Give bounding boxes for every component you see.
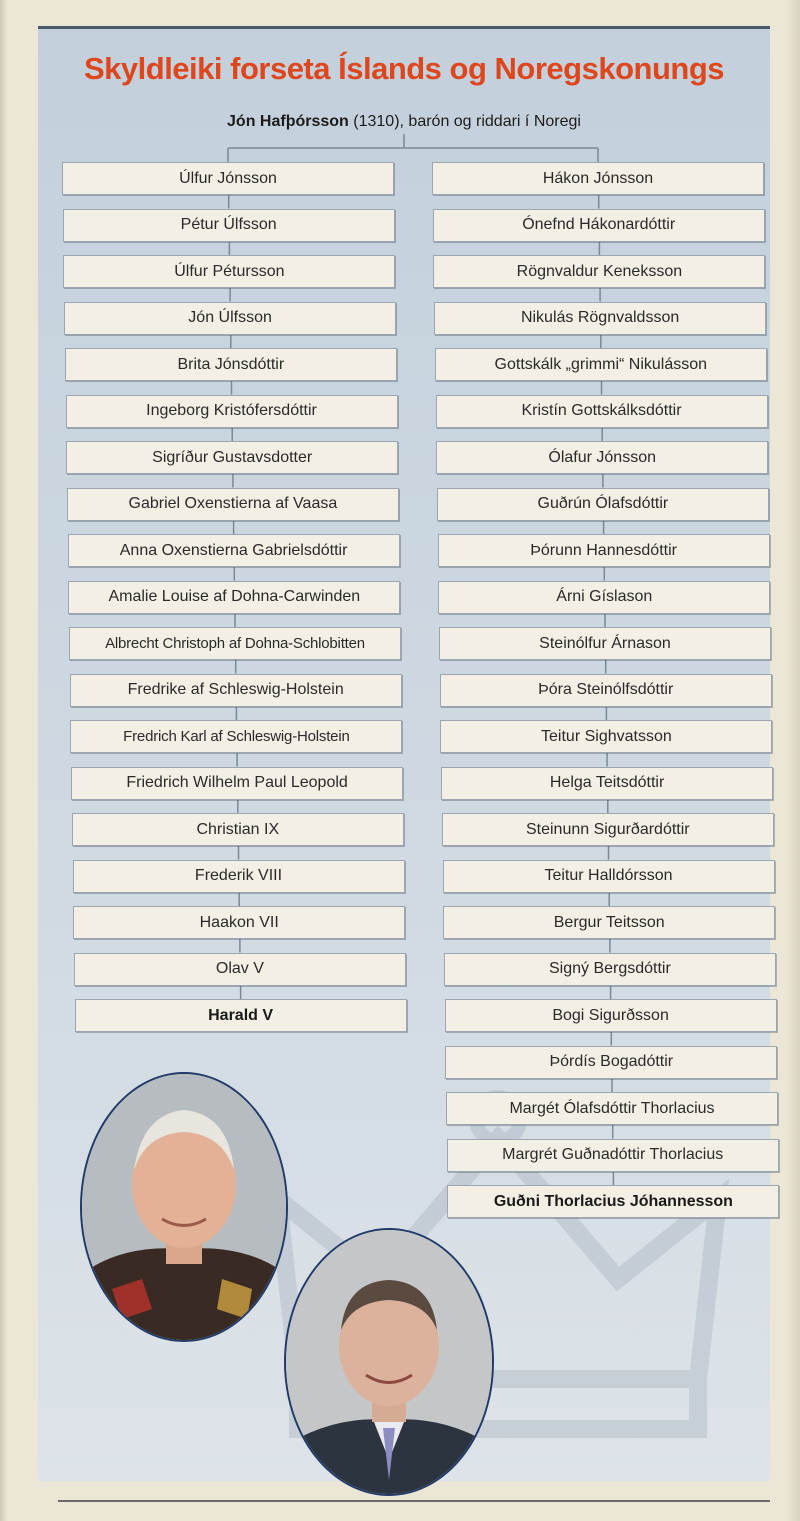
left-lineage-person: Brita Jónsdóttir [65,348,397,381]
right-lineage-person: Bogi Sigurðsson [445,999,777,1032]
right-lineage-person: Guðrún Ólafsdóttir [437,488,769,521]
right-lineage-person: Ólafur Jónsson [436,441,768,474]
left-lineage-person: Jón Úlfsson [64,302,396,335]
right-lineage-person: Steinólfur Árnason [439,627,771,660]
right-lineage-person: Steinunn Sigurðardóttir [442,813,774,846]
left-lineage-person: Frederik VIII [73,860,405,893]
left-lineage-person: Harald V [75,999,407,1032]
right-lineage-person: Hákon Jónsson [432,162,764,195]
right-lineage-person: Guðni Thorlacius Jóhannesson [447,1185,779,1218]
right-lineage-person: Þórdís Bogadóttir [445,1046,777,1079]
right-lineage-person: Þóra Steinólfsdóttir [440,674,772,707]
right-lineage-person: Signý Bergsdóttir [444,953,776,986]
left-lineage-person: Fredrike af Schleswig-Holstein [70,674,402,707]
ancestor-name: Jón Hafþórsson [227,113,349,130]
left-lineage-person: Ingeborg Kristófersdóttir [66,395,398,428]
king-portrait [80,1072,288,1342]
right-lineage-person: Helga Teitsdóttir [441,767,773,800]
right-lineage-person: Ónefnd Hákonardóttir [433,209,765,242]
paper-edge-left [0,0,8,1521]
bottom-rule [58,1500,770,1502]
right-lineage-person: Margrét Guðnadóttir Thorlacius [447,1139,779,1172]
left-lineage-person: Fredrich Karl af Schleswig-Holstein [70,720,402,753]
left-lineage-person: Pétur Úlfsson [63,209,395,242]
right-lineage-person: Gottskálk „grimmi“ Nikulásson [435,348,767,381]
left-lineage-person: Haakon VII [73,906,405,939]
right-lineage-person: Teitur Halldórsson [443,860,775,893]
right-lineage-person: Kristín Gottskálksdóttir [436,395,768,428]
right-lineage-person: Nikulás Rögnvaldsson [434,302,766,335]
left-lineage-person: Christian IX [72,813,404,846]
left-lineage-person: Úlfur Pétursson [63,255,395,288]
right-lineage-person: Þórunn Hannesdóttir [438,534,770,567]
right-lineage-person: Margét Ólafsdóttir Thorlacius [446,1092,778,1125]
left-lineage-person: Albrecht Christoph af Dohna-Schlobitten [69,627,401,660]
ancestor-detail: (1310), barón og riddari í Noregi [348,113,581,130]
president-portrait [284,1228,494,1496]
right-lineage-person: Teitur Sighvatsson [440,720,772,753]
left-lineage-person: Amalie Louise af Dohna-Carwinden [68,581,400,614]
common-ancestor [38,113,770,131]
king-portrait-image [82,1074,286,1340]
president-portrait-image [286,1230,492,1494]
right-lineage-person: Bergur Teitsson [443,906,775,939]
infographic-title: Skyldleiki forseta Íslands og Noregskonungs [83,51,724,86]
left-lineage-person: Sigríður Gustavsdotter [66,441,398,474]
left-lineage-person: Friedrich Wilhelm Paul Leopold [71,767,403,800]
left-lineage-person: Gabriel Oxenstierna af Vaasa [67,488,399,521]
right-lineage-person: Árni Gíslason [438,581,770,614]
left-lineage-person: Olav V [74,953,406,986]
left-lineage-person: Úlfur Jónsson [62,162,394,195]
right-lineage-person: Rögnvaldur Keneksson [433,255,765,288]
left-lineage-person: Anna Oxenstierna Gabrielsdóttir [68,534,400,567]
paper-edge-right [786,0,800,1521]
